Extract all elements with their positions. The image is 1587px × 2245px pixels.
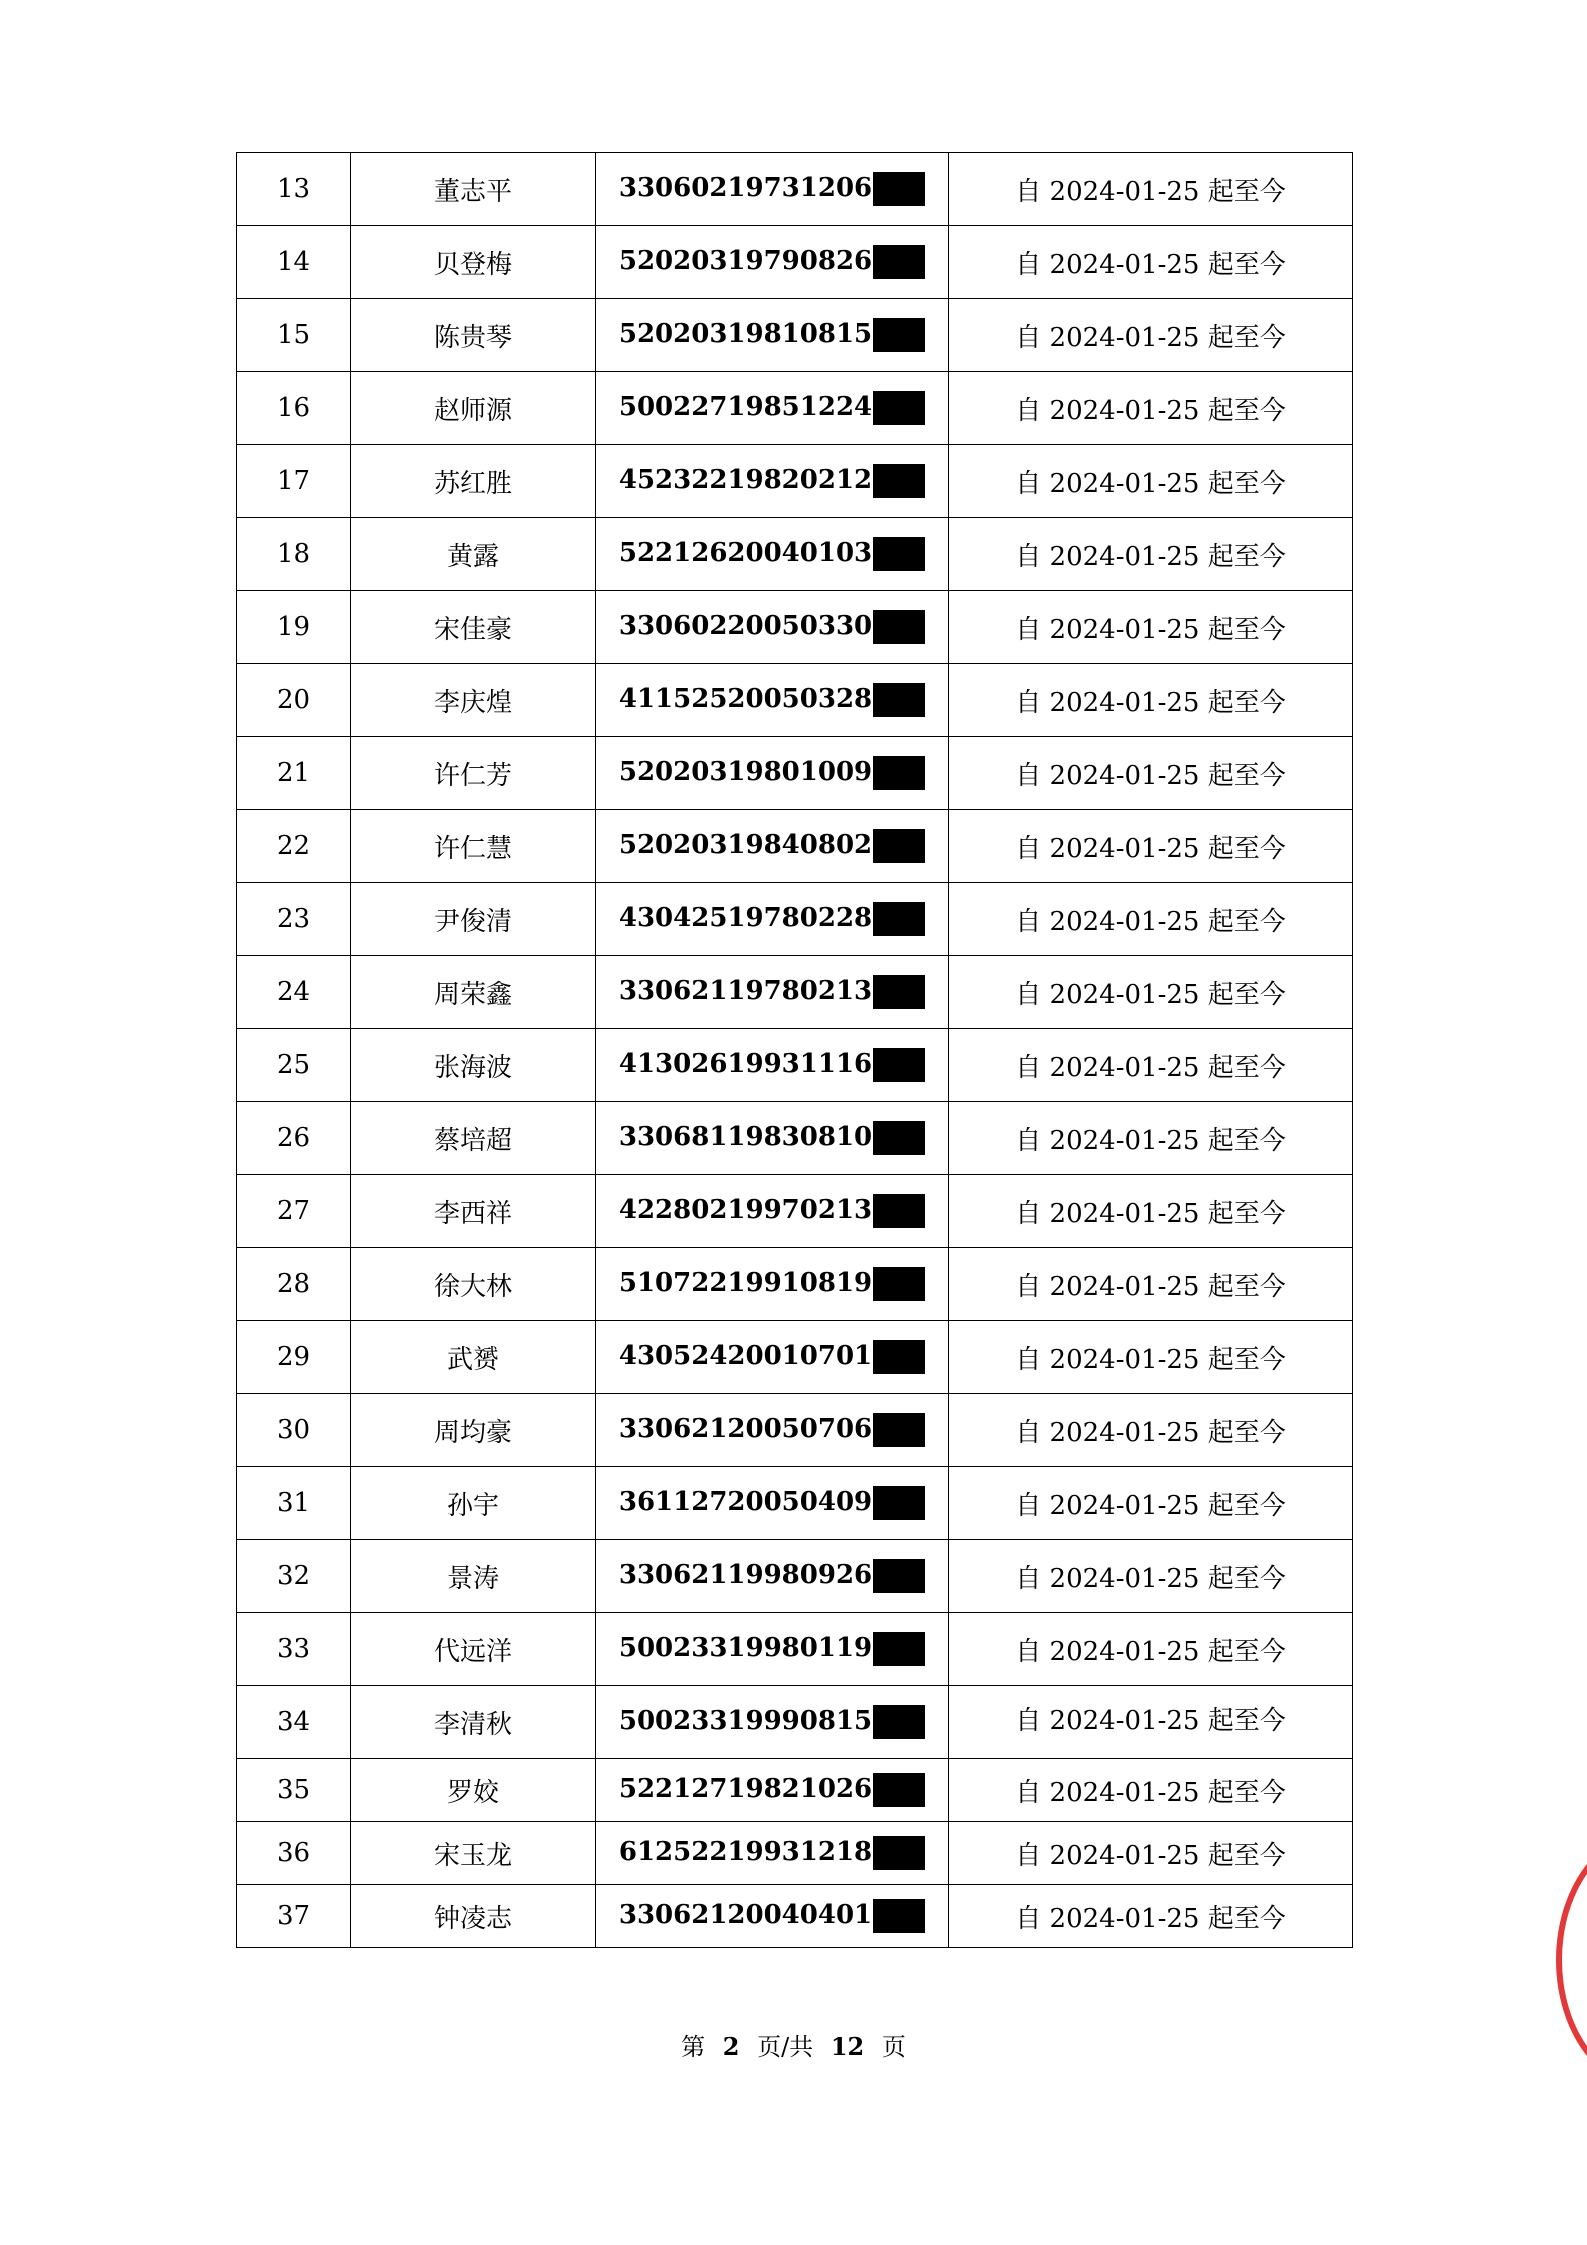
period-text: 自 2024-01-25 起至今 bbox=[1015, 176, 1286, 207]
period-text: 自 2024-01-25 起至今 bbox=[1015, 979, 1286, 1010]
id-number: 52020319790826 bbox=[618, 246, 873, 276]
id-number: 33068119830810 bbox=[618, 1122, 873, 1152]
person-name: 董志平 bbox=[433, 176, 512, 207]
person-name: 宋玉龙 bbox=[433, 1840, 512, 1871]
row-number: 13 bbox=[276, 174, 311, 204]
row-number: 23 bbox=[276, 904, 311, 934]
redaction-block bbox=[873, 172, 925, 206]
person-name: 陈贵琴 bbox=[433, 322, 512, 353]
row-number: 17 bbox=[276, 466, 311, 496]
redaction-block bbox=[873, 683, 925, 717]
period-text: 自 2024-01-25 起至今 bbox=[1015, 322, 1286, 353]
row-number: 27 bbox=[276, 1196, 311, 1226]
period-text: 自 2024-01-25 起至今 bbox=[1015, 395, 1286, 426]
redaction-block bbox=[873, 464, 925, 498]
redaction-block bbox=[873, 1194, 925, 1228]
table-row bbox=[237, 956, 1353, 1029]
redaction-block bbox=[873, 245, 925, 279]
person-name: 黄露 bbox=[446, 541, 499, 572]
period-text: 自 2024-01-25 起至今 bbox=[1015, 1490, 1286, 1521]
person-name: 蔡培超 bbox=[433, 1125, 512, 1156]
table-row bbox=[237, 810, 1353, 883]
table-row bbox=[237, 1822, 1353, 1885]
redaction-block bbox=[873, 829, 925, 863]
redaction-block bbox=[873, 1048, 925, 1082]
redaction-block bbox=[873, 1836, 925, 1870]
row-number: 35 bbox=[276, 1775, 311, 1805]
id-number: 61252219931218 bbox=[618, 1837, 873, 1867]
person-name: 周均豪 bbox=[433, 1417, 512, 1448]
id-number: 33060220050330 bbox=[618, 611, 873, 641]
redaction-block bbox=[873, 1559, 925, 1593]
period-text: 自 2024-01-25 起至今 bbox=[1015, 1563, 1286, 1594]
person-name: 孙宇 bbox=[446, 1490, 499, 1521]
page-footer bbox=[0, 2027, 1587, 2062]
table-row bbox=[237, 1467, 1353, 1540]
table-row bbox=[237, 1248, 1353, 1321]
period-text: 自 2024-01-25 起至今 bbox=[1015, 1636, 1286, 1667]
period-text: 自 2024-01-25 起至今 bbox=[1015, 1840, 1286, 1871]
id-number: 52020319801009 bbox=[618, 757, 873, 787]
row-number: 20 bbox=[276, 685, 311, 715]
redaction-block bbox=[873, 1121, 925, 1155]
row-number: 25 bbox=[276, 1050, 311, 1080]
person-name: 宋佳豪 bbox=[433, 614, 512, 645]
person-name: 钟凌志 bbox=[433, 1903, 512, 1934]
redaction-block bbox=[873, 1632, 925, 1666]
table-row bbox=[237, 1321, 1353, 1394]
table-row bbox=[237, 664, 1353, 737]
period-text: 自 2024-01-25 起至今 bbox=[1015, 1706, 1286, 1736]
id-number: 52212620040103 bbox=[618, 538, 873, 568]
period-text: 自 2024-01-25 起至今 bbox=[1015, 833, 1286, 864]
row-number: 30 bbox=[276, 1415, 311, 1445]
table-row bbox=[237, 591, 1353, 664]
redaction-block bbox=[873, 902, 925, 936]
footer-middle: 页/共 bbox=[757, 2033, 814, 2061]
table-row bbox=[237, 153, 1353, 226]
id-number: 52020319840802 bbox=[618, 830, 873, 860]
id-number: 45232219820212 bbox=[618, 465, 873, 495]
redaction-block bbox=[873, 1413, 925, 1447]
person-name: 李清秋 bbox=[433, 1709, 512, 1740]
id-number: 36112720050409 bbox=[618, 1487, 873, 1517]
table-row bbox=[237, 1613, 1353, 1686]
table-row bbox=[237, 1175, 1353, 1248]
row-number: 26 bbox=[276, 1123, 311, 1153]
id-number: 33062120040401 bbox=[618, 1900, 873, 1930]
id-number: 51072219910819 bbox=[618, 1268, 873, 1298]
person-name: 赵师源 bbox=[433, 395, 512, 426]
person-name: 代远洋 bbox=[433, 1636, 512, 1667]
table-row bbox=[237, 226, 1353, 299]
redaction-block bbox=[873, 1773, 925, 1807]
redaction-block bbox=[873, 391, 925, 425]
footer-prefix: 第 bbox=[681, 2033, 706, 2061]
table-row bbox=[237, 883, 1353, 956]
row-number: 24 bbox=[276, 977, 311, 1007]
id-number: 50023319980119 bbox=[618, 1633, 873, 1663]
row-number: 36 bbox=[276, 1838, 311, 1868]
row-number: 15 bbox=[276, 320, 311, 350]
table-row bbox=[237, 1029, 1353, 1102]
person-name: 李庆煌 bbox=[433, 687, 512, 718]
person-name: 张海波 bbox=[433, 1052, 512, 1083]
row-number: 34 bbox=[276, 1707, 311, 1737]
person-name: 贝登梅 bbox=[433, 249, 512, 280]
row-number: 14 bbox=[276, 247, 311, 277]
id-number: 50023319990815 bbox=[618, 1706, 873, 1736]
person-name: 苏红胜 bbox=[433, 468, 512, 499]
id-number: 33062119980926 bbox=[618, 1560, 873, 1590]
period-text: 自 2024-01-25 起至今 bbox=[1015, 249, 1286, 280]
redaction-block bbox=[873, 318, 925, 352]
person-name: 武赟 bbox=[446, 1344, 499, 1375]
id-number: 52020319810815 bbox=[618, 319, 873, 349]
total-pages-number: 12 bbox=[830, 2032, 865, 2061]
table-row bbox=[237, 1759, 1353, 1822]
row-number: 28 bbox=[276, 1269, 311, 1299]
period-text: 自 2024-01-25 起至今 bbox=[1015, 1903, 1286, 1934]
period-text: 自 2024-01-25 起至今 bbox=[1015, 760, 1286, 791]
redaction-block bbox=[873, 1486, 925, 1520]
table-row bbox=[237, 372, 1353, 445]
id-number: 33062119780213 bbox=[618, 976, 873, 1006]
period-text: 自 2024-01-25 起至今 bbox=[1015, 1198, 1286, 1229]
row-number: 37 bbox=[276, 1901, 311, 1931]
table-row bbox=[237, 1540, 1353, 1613]
row-number: 29 bbox=[276, 1342, 311, 1372]
redaction-block bbox=[873, 756, 925, 790]
id-number: 43052420010701 bbox=[618, 1341, 873, 1371]
current-page-number: 2 bbox=[722, 2032, 740, 2061]
period-text: 自 2024-01-25 起至今 bbox=[1015, 1271, 1286, 1302]
person-name: 徐大林 bbox=[433, 1271, 512, 1302]
id-number: 41302619931116 bbox=[618, 1049, 873, 1079]
person-name: 许仁芳 bbox=[433, 760, 512, 791]
redaction-block bbox=[873, 610, 925, 644]
person-name: 景涛 bbox=[446, 1563, 499, 1594]
id-number: 42280219970213 bbox=[618, 1195, 873, 1225]
person-name: 周荣鑫 bbox=[433, 979, 512, 1010]
table-row bbox=[237, 1394, 1353, 1467]
period-text: 自 2024-01-25 起至今 bbox=[1015, 1777, 1286, 1808]
person-name: 罗姣 bbox=[446, 1777, 499, 1808]
footer-suffix: 页 bbox=[881, 2033, 906, 2061]
table-row bbox=[237, 1102, 1353, 1175]
id-number: 33060219731206 bbox=[618, 173, 873, 203]
row-number: 22 bbox=[276, 831, 311, 861]
redaction-block bbox=[873, 1899, 925, 1933]
period-text: 自 2024-01-25 起至今 bbox=[1015, 906, 1286, 937]
id-number: 41152520050328 bbox=[618, 684, 873, 714]
id-number: 33062120050706 bbox=[618, 1414, 873, 1444]
table-row bbox=[237, 299, 1353, 372]
id-number: 50022719851224 bbox=[618, 392, 873, 422]
period-text: 自 2024-01-25 起至今 bbox=[1015, 468, 1286, 499]
id-number: 43042519780228 bbox=[618, 903, 873, 933]
row-number: 32 bbox=[276, 1561, 311, 1591]
id-number: 52212719821026 bbox=[618, 1774, 873, 1804]
records-table-body bbox=[237, 153, 1353, 1948]
redaction-block bbox=[873, 1705, 925, 1739]
person-name: 李西祥 bbox=[433, 1198, 512, 1229]
period-text: 自 2024-01-25 起至今 bbox=[1015, 1125, 1286, 1156]
table-row bbox=[237, 1686, 1353, 1759]
row-number: 18 bbox=[276, 539, 311, 569]
redaction-block bbox=[873, 1267, 925, 1301]
person-name: 尹俊清 bbox=[433, 906, 512, 937]
records-table bbox=[236, 152, 1353, 1948]
row-number: 31 bbox=[276, 1488, 311, 1518]
person-name: 许仁慧 bbox=[433, 833, 512, 864]
redaction-block bbox=[873, 537, 925, 571]
period-text: 自 2024-01-25 起至今 bbox=[1015, 687, 1286, 718]
redaction-block bbox=[873, 1340, 925, 1374]
table-row bbox=[237, 445, 1353, 518]
period-text: 自 2024-01-25 起至今 bbox=[1015, 1052, 1286, 1083]
period-text: 自 2024-01-25 起至今 bbox=[1015, 1344, 1286, 1375]
row-number: 16 bbox=[276, 393, 311, 423]
period-text: 自 2024-01-25 起至今 bbox=[1015, 541, 1286, 572]
table-row bbox=[237, 518, 1353, 591]
table-row bbox=[237, 1885, 1353, 1948]
period-text: 自 2024-01-25 起至今 bbox=[1015, 1417, 1286, 1448]
period-text: 自 2024-01-25 起至今 bbox=[1015, 614, 1286, 645]
row-number: 33 bbox=[276, 1634, 311, 1664]
row-number: 21 bbox=[276, 758, 311, 788]
table-row bbox=[237, 737, 1353, 810]
redaction-block bbox=[873, 975, 925, 1009]
row-number: 19 bbox=[276, 612, 311, 642]
